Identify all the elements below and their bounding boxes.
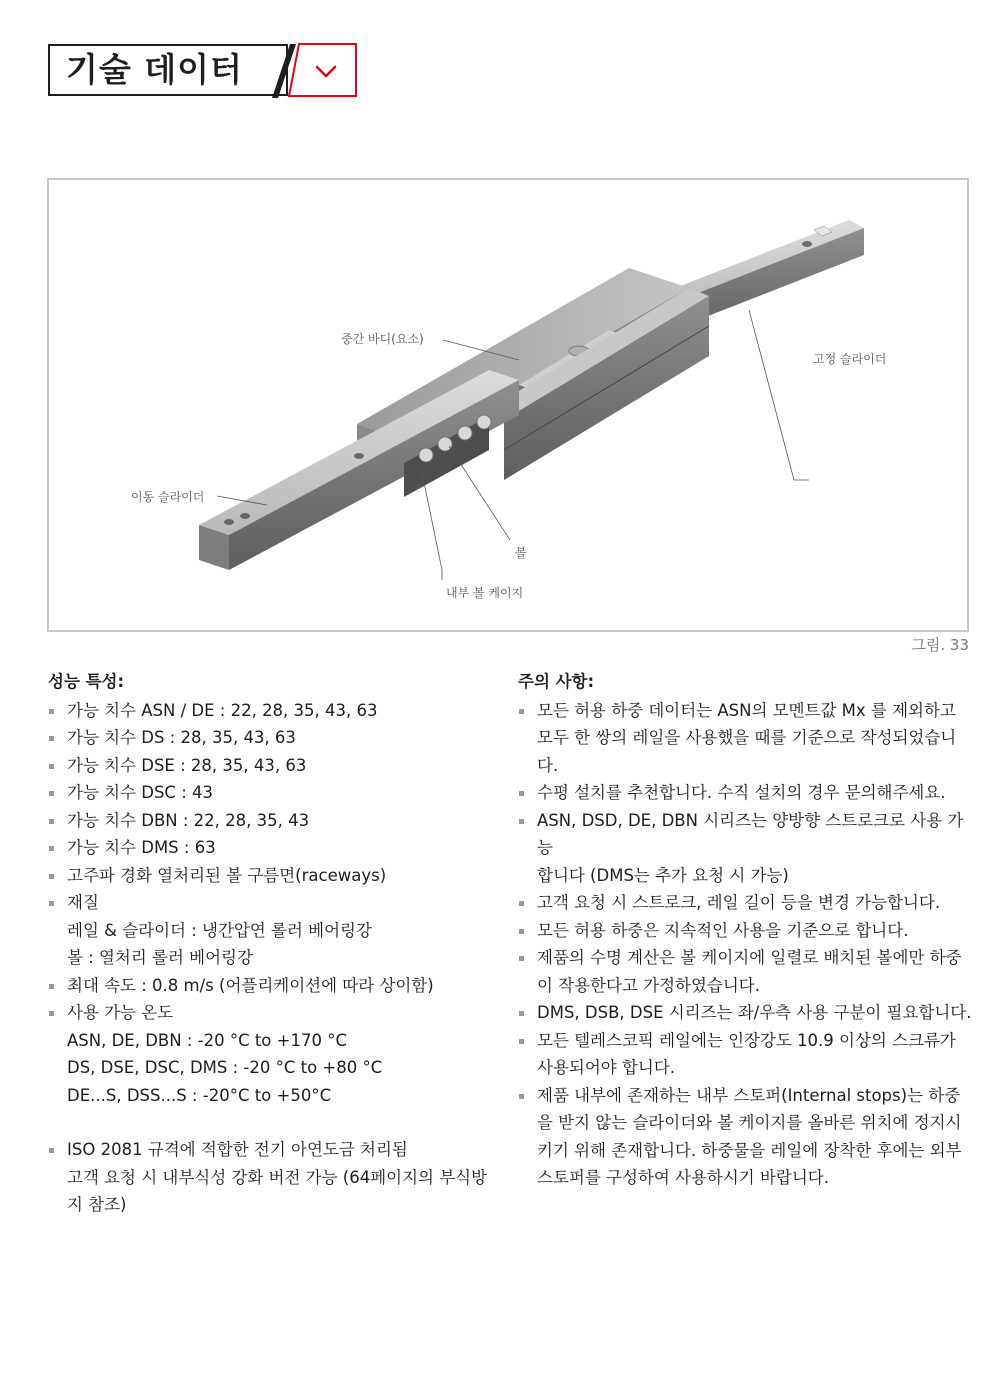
note-line: 모두 한 쌍의 레일을 사용했을 때를 기준으로 작성되었습니: [537, 728, 957, 747]
performance-item-detail: ASN, DE, DBN : -20 °C to +170 °C: [67, 1030, 347, 1050]
performance-item-text: ISO 2081 규격에 적합한 전기 아연도금 처리됨: [67, 1140, 408, 1159]
note-item: [518, 1027, 973, 1082]
performance-item-text: 가능 치수 DSC : 43: [67, 783, 213, 802]
note-line: 고객 요청 시 스트로크, 레일 길이 등을 변경 가능합니다.: [537, 893, 941, 912]
note-line: DMS, DSB, DSE 시리즈는 좌/우측 사용 구분이 필요합니다.: [537, 1003, 972, 1022]
performance-section: [48, 668, 498, 1219]
note-item: [518, 779, 973, 807]
performance-item: [48, 999, 498, 1109]
performance-item-text: 가능 치수 ASN / DE : 22, 28, 35, 43, 63: [67, 700, 378, 720]
performance-item: [48, 862, 498, 890]
performance-item-detail: 레일 & 슬라이더 : 냉간압연 롤러 베어링강: [67, 920, 372, 940]
chevron-down-icon: [300, 46, 352, 96]
performance-item-detail: DS, DSE, DSC, DMS : -20 °C to +80 °C: [67, 1058, 383, 1077]
note-line: 모든 허용 하중 데이터는 ASN의 모멘트값 Mx 를 제외하고: [537, 700, 956, 720]
note-item: [518, 917, 973, 945]
note-item: [518, 944, 973, 999]
performance-item-detail: 볼 : 열처리 롤러 베어링강: [67, 948, 253, 967]
note-line: 제품 내부에 존재하는 내부 스토퍼(Internal stops)는 하중: [537, 1085, 961, 1105]
performance-item: [48, 752, 498, 780]
performance-item-text: 가능 치수 DMS : 63: [67, 838, 216, 857]
figure-frame: [47, 178, 969, 632]
notes-list: [518, 697, 973, 1192]
label-moving-slider: 이동 슬라이더: [131, 490, 205, 504]
note-line: 이 작용한다고 가정하였습니다.: [537, 975, 760, 995]
note-item: [518, 807, 973, 890]
performance-item: [48, 779, 498, 807]
note-line: 모든 텔레스코픽 레일에는 인장강도 10.9 이상의 스크류가: [537, 1030, 956, 1050]
note-line: 다.: [537, 755, 559, 775]
label-inner-ball-cage: 내부 볼 케이지: [446, 586, 524, 600]
performance-item: [48, 807, 498, 835]
section-toggle-button[interactable]: [300, 46, 352, 96]
performance-list: [48, 697, 498, 1219]
performance-item-text: 고주파 경화 열처리된 볼 구름면(raceways): [67, 865, 387, 885]
performance-item-detail: 고객 요청 시 내부식성 강화 버전 가능 (64페이지의 부식방: [67, 1167, 488, 1187]
note-line: 을 받지 않는 슬라이더와 볼 케이지를 올바른 위치에 정지시: [537, 1113, 962, 1132]
note-line: 합니다 (DMS는 추가 요청 시 가능): [537, 865, 789, 885]
performance-item-detail: 지 참조): [67, 1195, 127, 1214]
performance-item: [48, 889, 498, 972]
performance-item: [48, 834, 498, 862]
note-line: ASN, DSD, DE, DBN 시리즈는 양방향 스트로크로 사용 가능: [537, 810, 964, 857]
performance-item: [48, 972, 498, 1000]
note-line: 사용되어야 합니다.: [537, 1058, 676, 1077]
note-item: [518, 1082, 973, 1192]
label-fixed-slider: 고정 슬라이더: [813, 352, 887, 366]
performance-item-text: 가능 치수 DS : 28, 35, 43, 63: [67, 728, 296, 747]
performance-item-text: 가능 치수 DSE : 28, 35, 43, 63: [67, 755, 307, 775]
label-intermediate-body: 중간 바디(요소): [341, 332, 424, 346]
note-item: [518, 697, 973, 780]
notes-section: [518, 668, 973, 1192]
performance-item-text: 사용 가능 온도: [67, 1003, 174, 1022]
performance-item: [48, 724, 498, 752]
note-line: 스토퍼를 구성하여 사용하시기 바랍니다.: [537, 1168, 829, 1187]
figure-caption: 그림. 33: [911, 636, 969, 654]
performance-item-text: 가능 치수 DBN : 22, 28, 35, 43: [67, 810, 310, 830]
notes-heading: 주의 사항:: [518, 672, 595, 691]
note-line: 키기 위해 존재합니다. 하중물을 레일에 장착한 후에는 외부: [537, 1140, 962, 1160]
note-item: [518, 999, 973, 1027]
label-ball: 볼: [515, 546, 527, 560]
performance-heading: 성능 특성:: [48, 672, 125, 691]
note-line: 수평 설치를 추천합니다. 수직 설치의 경우 문의해주세요.: [537, 783, 946, 802]
telescopic-rail-illustration: [49, 180, 967, 630]
performance-item: [48, 697, 498, 725]
page-title: 기술 데이터: [66, 50, 243, 89]
performance-item-detail: DE...S, DSS...S : -20°C to +50°C: [67, 1085, 332, 1105]
performance-item: [48, 1136, 498, 1219]
note-line: 제품의 수명 계산은 볼 케이지에 일렬로 배치된 볼에만 하중: [537, 948, 962, 967]
note-item: [518, 889, 973, 917]
performance-item-text: 최대 속도 : 0.8 m/s (어플리케이션에 따라 상이함): [67, 975, 434, 995]
note-line: 모든 허용 하중은 지속적인 사용을 기준으로 합니다.: [537, 920, 909, 940]
performance-item-text: 재질: [67, 893, 99, 912]
